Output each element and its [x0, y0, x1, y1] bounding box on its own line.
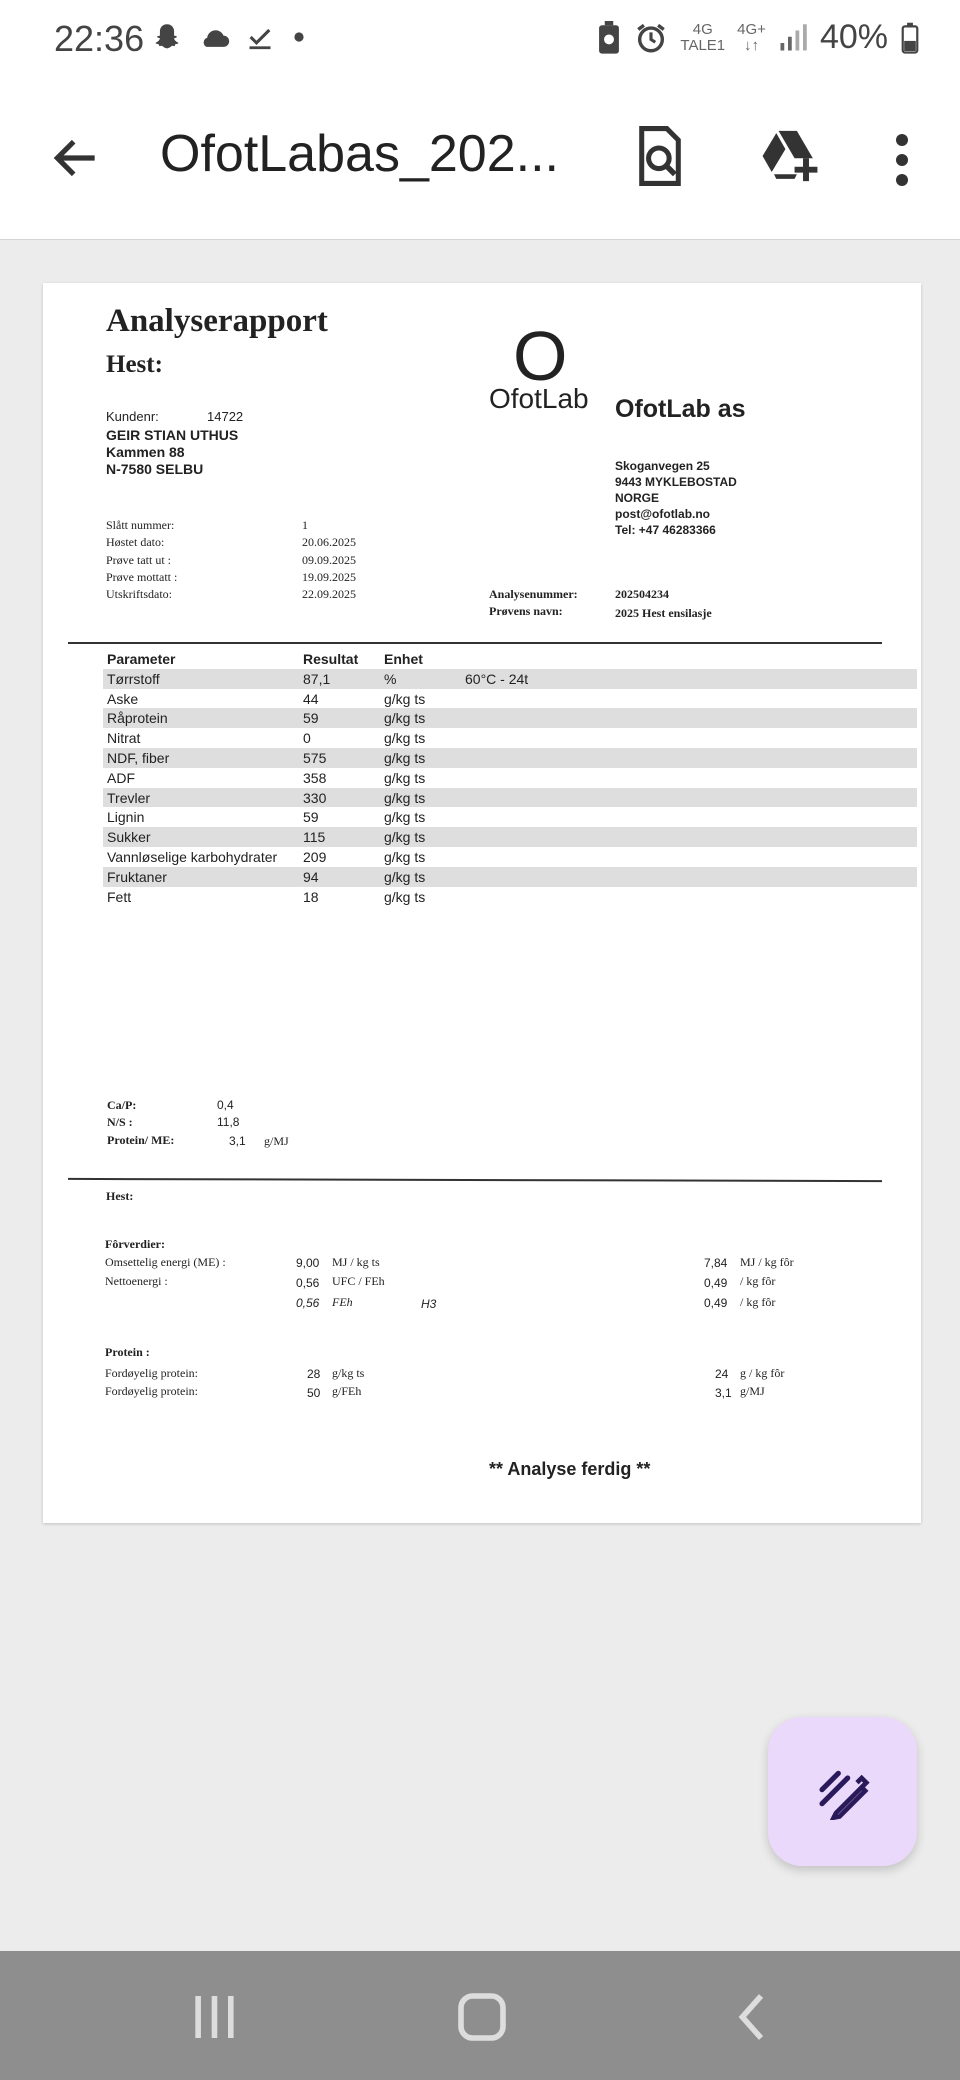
document-title: OfotLabas_202...	[160, 125, 559, 183]
lab-name: OfotLab as	[615, 395, 746, 423]
feh-value-2: 0,49	[704, 1296, 728, 1310]
back-nav-icon[interactable]	[724, 1989, 784, 2045]
cap-label: Ca/P:	[107, 1098, 137, 1112]
lab-country: NORGE	[615, 491, 660, 505]
table-header: Parameter Resultat Enhet	[107, 651, 423, 667]
protein-row-label: Fordøyelig protein:	[105, 1366, 198, 1380]
parameter-table	[103, 649, 917, 906]
ns-label: N/S :	[107, 1115, 133, 1129]
table-row: Fruktaner 94 g/kg ts	[103, 867, 917, 887]
protein-row-value-2: 3,1	[715, 1386, 732, 1400]
ne-value-2: 0,49	[704, 1276, 728, 1290]
analysis-finished-text: ** Analyse ferdig **	[489, 1459, 651, 1479]
protein-row-unit: g/kg ts	[332, 1366, 365, 1380]
feh-unit: FEh	[332, 1295, 353, 1309]
meta-value: 1	[302, 518, 308, 532]
meta-label: Prøve mottatt :	[106, 570, 178, 584]
protein-row-value: 28	[307, 1367, 321, 1381]
lab-street: Skoganvegen 25	[615, 459, 710, 473]
table-row: Nitrat 0 g/kg ts	[107, 730, 426, 747]
table-row: Tørrstoff 87,1 % 60°C - 24t	[103, 669, 917, 689]
table-row: Lignin 59 g/kg ts	[107, 809, 426, 826]
dot-icon	[288, 26, 310, 48]
table-row: ADF 358 g/kg ts	[107, 769, 426, 786]
protein-me-label: Protein/ ME:	[107, 1133, 175, 1147]
meta-value: 19.09.2025	[302, 570, 356, 584]
home-icon[interactable]	[452, 1989, 512, 2045]
hest-section-label: Hest:	[106, 1189, 134, 1203]
protein-me-unit: g/MJ	[264, 1134, 289, 1148]
me-value: 9,00	[296, 1256, 320, 1270]
network-4g: 4G TALE1	[680, 20, 726, 54]
feh-unit-2: / kg fôr	[740, 1295, 776, 1309]
forverdier-heading: Fôrverdier:	[105, 1237, 165, 1251]
status-bar	[0, 0, 960, 80]
task-done-icon	[246, 23, 274, 51]
divider	[68, 642, 882, 644]
meta-label: Prøve tatt ut :	[106, 553, 171, 567]
protein-row-unit-2: g / kg fôr	[740, 1366, 785, 1380]
customer-name: GEIR STIAN UTHUS	[106, 427, 239, 443]
snapchat-icon	[150, 20, 184, 54]
kundenr-value: 14722	[207, 409, 244, 424]
table-row: Trevler 330 g/kg ts	[103, 788, 917, 808]
protein-row-value: 50	[307, 1386, 321, 1400]
sample-name: 2025 Hest ensilasje	[615, 606, 712, 620]
meta-value: 09.09.2025	[302, 553, 356, 567]
me-unit: MJ / kg ts	[332, 1255, 380, 1269]
app-bar	[0, 80, 960, 240]
protein-me-value: 3,1	[229, 1134, 246, 1148]
kundenr-label: Kundenr:	[106, 409, 159, 424]
ne-unit-2: / kg fôr	[740, 1274, 776, 1288]
annotate-fab-button[interactable]	[768, 1717, 917, 1866]
network-4g-plus: 4G+ ↓↑	[737, 20, 766, 54]
battery-saver-icon	[596, 21, 622, 55]
ne-value: 0,56	[296, 1276, 320, 1290]
table-row: Aske 44 g/kg ts	[107, 690, 426, 707]
meta-label: Slått nummer:	[106, 518, 175, 532]
table-row: Sukker 115 g/kg ts	[103, 827, 917, 847]
ne-label: Nettoenergi :	[105, 1274, 168, 1288]
lab-city: 9443 MYKLEBOSTAD	[615, 475, 737, 489]
system-icons	[596, 18, 920, 57]
meta-label: Utskriftsdato:	[106, 587, 172, 601]
protein-heading: Protein :	[105, 1345, 150, 1359]
table-row: NDF, fiber 575 g/kg ts	[103, 748, 917, 768]
pen-draw-icon	[815, 1764, 871, 1820]
battery-percent: 40%	[819, 18, 888, 56]
cloud-icon	[198, 23, 232, 51]
sample-name-label: Prøvens navn:	[489, 604, 563, 618]
me-value-2: 7,84	[704, 1256, 728, 1270]
feh-code: H3	[421, 1297, 437, 1311]
ofotlab-logo-mark: O	[513, 317, 568, 395]
search-document-icon[interactable]	[632, 124, 688, 188]
divider	[68, 1178, 882, 1182]
analysis-number-label: Analysenummer:	[489, 587, 578, 601]
lab-phone: Tel: +47 46283366	[615, 523, 716, 537]
report-title: Analyserapport	[106, 303, 328, 339]
cap-value: 0,4	[217, 1098, 234, 1112]
pdf-page[interactable]	[43, 283, 921, 1523]
add-to-drive-icon[interactable]	[758, 126, 822, 186]
notification-icons	[150, 20, 310, 54]
me-label: Omsettelig energi (ME) :	[105, 1255, 226, 1269]
signal-icon	[778, 23, 808, 53]
meta-value: 20.06.2025	[302, 535, 356, 549]
status-time: 22:36	[54, 18, 145, 59]
ofotlab-logo-text: OfotLab	[489, 383, 589, 414]
table-row: Fett 18 g/kg ts	[107, 888, 426, 905]
lab-email: post@ofotlab.no	[615, 507, 711, 521]
battery-icon	[900, 22, 920, 54]
alarm-icon	[634, 21, 668, 55]
back-arrow-icon[interactable]	[48, 130, 104, 186]
me-unit-2: MJ / kg fôr	[740, 1255, 794, 1269]
protein-row-label: Fordøyelig protein:	[105, 1384, 198, 1398]
feh-value: 0,56	[296, 1296, 320, 1310]
analysis-number: 202504234	[615, 587, 669, 601]
recent-apps-icon[interactable]	[184, 1989, 244, 2045]
report-subtitle: Hest:	[106, 351, 163, 378]
more-options-icon[interactable]	[888, 132, 916, 188]
ne-unit: UFC / FEh	[332, 1274, 385, 1288]
ns-value: 11,8	[217, 1115, 240, 1129]
meta-label: Høstet dato:	[106, 535, 165, 549]
protein-row-unit: g/FEh	[332, 1384, 362, 1398]
table-row: Råprotein 59 g/kg ts	[103, 708, 917, 728]
system-nav-bar	[0, 1951, 960, 2080]
customer-city: N-7580 SELBU	[106, 461, 204, 477]
customer-street: Kammen 88	[106, 444, 185, 460]
table-row: Vannløselige karbohydrater 209 g/kg ts	[107, 848, 426, 865]
protein-row-value-2: 24	[715, 1367, 729, 1381]
meta-value: 22.09.2025	[302, 587, 356, 601]
protein-row-unit-2: g/MJ	[740, 1384, 765, 1398]
